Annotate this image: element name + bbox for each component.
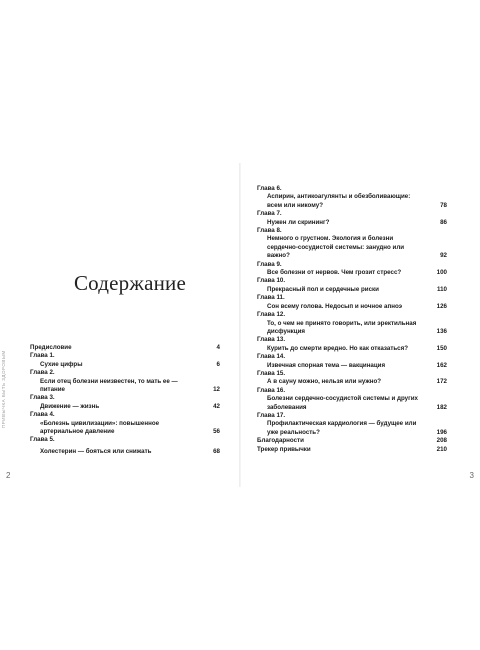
toc-entry-title: Глава 6. <box>257 185 282 192</box>
toc-entry-title: Нужен ли скрининг? <box>267 218 330 226</box>
right-page <box>240 163 480 487</box>
toc-entry-title: Профилактическая кардиология — будущее или уже реальность? <box>267 420 417 436</box>
toc-page-number: 136 <box>436 327 447 335</box>
toc-entry-title: Глава 9. <box>257 260 282 268</box>
toc-heading <box>257 185 447 193</box>
left-page <box>0 163 240 487</box>
toc-heading <box>257 412 447 420</box>
toc-page-number: 56 <box>213 428 220 436</box>
toc-entry <box>257 320 447 337</box>
toc-entry <box>257 303 447 311</box>
toc-page-number: 42 <box>213 402 220 410</box>
toc-entry-title: Глава 13. <box>257 336 286 344</box>
toc-entry <box>257 219 447 227</box>
toc-page-number: 196 <box>436 428 447 436</box>
toc-entry <box>257 193 447 210</box>
toc-heading <box>257 227 447 235</box>
toc-entry-title: Глава 5. <box>30 436 55 444</box>
toc-entry-title: Глава 10. <box>257 277 286 285</box>
toc-page-number: 68 <box>213 447 220 455</box>
toc-entry-title: Глава 12. <box>257 311 286 319</box>
page-number-right: 3 <box>469 471 474 480</box>
page-number-left: 2 <box>6 471 11 480</box>
toc-heading <box>257 277 447 285</box>
toc-page-number: 208 <box>436 437 447 445</box>
toc-entry <box>257 378 447 386</box>
toc-entry <box>30 361 220 369</box>
toc-heading <box>30 394 220 402</box>
toc-entry-title: Прекрасный пол и сердечные риски <box>267 285 379 293</box>
toc-entry <box>30 378 220 395</box>
toc-entry-title: Немного о грустном. Экология и болезни сердечно-сосудистой системы: занудно или важно? <box>267 235 405 260</box>
toc-entry <box>257 286 447 294</box>
toc-entry-title: Глава 15. <box>257 369 286 377</box>
toc-heading <box>257 437 447 445</box>
toc-entry-title: Курить до смерти вредно. Но как отказаться? <box>267 344 409 352</box>
toc-entry-title: Предисловие <box>30 344 72 351</box>
toc-entry-title: То, о чем не принято говорить, или эректильная дисфункция <box>267 319 417 335</box>
toc-heading <box>30 344 220 352</box>
toc-entry-title: Аспирин, антикоагулянты и обезболивающие: всем или никому? <box>267 193 411 209</box>
toc-heading <box>257 353 447 361</box>
toc-entry-title: Глава 2. <box>30 369 55 377</box>
toc-entry <box>257 420 447 437</box>
toc-heading <box>257 311 447 319</box>
toc-page-number: 182 <box>436 403 447 411</box>
toc-list-right <box>257 185 447 454</box>
toc-entry-title: Глава 4. <box>30 411 55 419</box>
toc-heading <box>30 411 220 419</box>
toc-heading <box>257 387 447 395</box>
running-head: ПРИВЫЧКА БЫТЬ ЗДОРОВЫМ <box>1 350 6 428</box>
toc-page-number: 110 <box>437 285 447 293</box>
toc-entry <box>257 395 447 412</box>
toc-page-number: 86 <box>440 218 447 226</box>
toc-entry <box>30 448 220 456</box>
toc-heading <box>257 210 447 218</box>
toc-heading <box>257 336 447 344</box>
toc-entry-title: А в сауну можно, нельзя или нужно? <box>267 378 382 386</box>
toc-entry-title: Холестерин — бояться или снижать <box>40 447 152 455</box>
toc-page-number: 4 <box>216 344 220 351</box>
toc-entry <box>257 269 447 277</box>
toc-entry <box>30 403 220 411</box>
toc-entry-title: Болезни сердечно-сосудистой системы и других заболевания <box>267 395 418 411</box>
toc-entry-title: «Болезнь цивилизации»: повышенное артериальное давление <box>40 419 160 436</box>
page-title: Содержание <box>73 271 187 295</box>
toc-entry-title: Сон всему голова. Недосып и ночное апноэ <box>267 302 403 310</box>
toc-entry <box>30 420 220 437</box>
toc-page-number: 150 <box>436 344 447 352</box>
toc-entry-title: Глава 14. <box>257 353 286 361</box>
toc-page-number: 12 <box>213 386 220 394</box>
toc-heading <box>30 352 220 360</box>
toc-entry-title: Глава 11. <box>257 294 285 302</box>
toc-entry-title: Если отец болезни неизвестен, то мать ее — питание <box>40 377 178 394</box>
toc-heading <box>30 436 220 444</box>
toc-page-number: 100 <box>436 269 447 277</box>
toc-entry <box>257 362 447 370</box>
toc-entry <box>257 345 447 353</box>
toc-page-number: 210 <box>436 445 447 453</box>
toc-entry-title: Извечная спорная тема — вакцинация <box>267 361 386 369</box>
toc-page-number: 162 <box>436 361 447 369</box>
toc-entry-title: Глава 8. <box>257 227 282 235</box>
toc-heading <box>257 446 447 454</box>
toc-entry-title: Глава 16. <box>257 386 286 394</box>
toc-page-number: 92 <box>440 252 447 260</box>
toc-entry-title: Благодарности <box>257 437 304 445</box>
toc-page-number: 126 <box>436 302 447 310</box>
toc-entry-title: Глава 7. <box>257 210 282 218</box>
toc-entry <box>257 235 447 260</box>
toc-heading <box>257 261 447 269</box>
toc-page-number: 6 <box>216 360 220 368</box>
toc-entry-title: Все болезни от нервов. Чем грозит стресс? <box>267 269 402 277</box>
book-gutter <box>239 163 241 487</box>
toc-list-left <box>30 344 220 456</box>
toc-entry-title: Сухие цифры <box>40 360 83 368</box>
toc-heading <box>30 369 220 377</box>
toc-heading <box>257 294 447 302</box>
toc-entry-title: Движение — жизнь <box>40 402 100 410</box>
toc-entry-title: Глава 1. <box>30 352 55 360</box>
toc-heading <box>257 370 447 378</box>
toc-entry-title: Глава 17. <box>257 411 286 419</box>
toc-entry-title: Глава 3. <box>30 394 55 402</box>
toc-page-number: 78 <box>440 201 447 209</box>
toc-entry-title: Трекер привычки <box>257 445 311 453</box>
toc-page-number: 172 <box>436 378 447 386</box>
